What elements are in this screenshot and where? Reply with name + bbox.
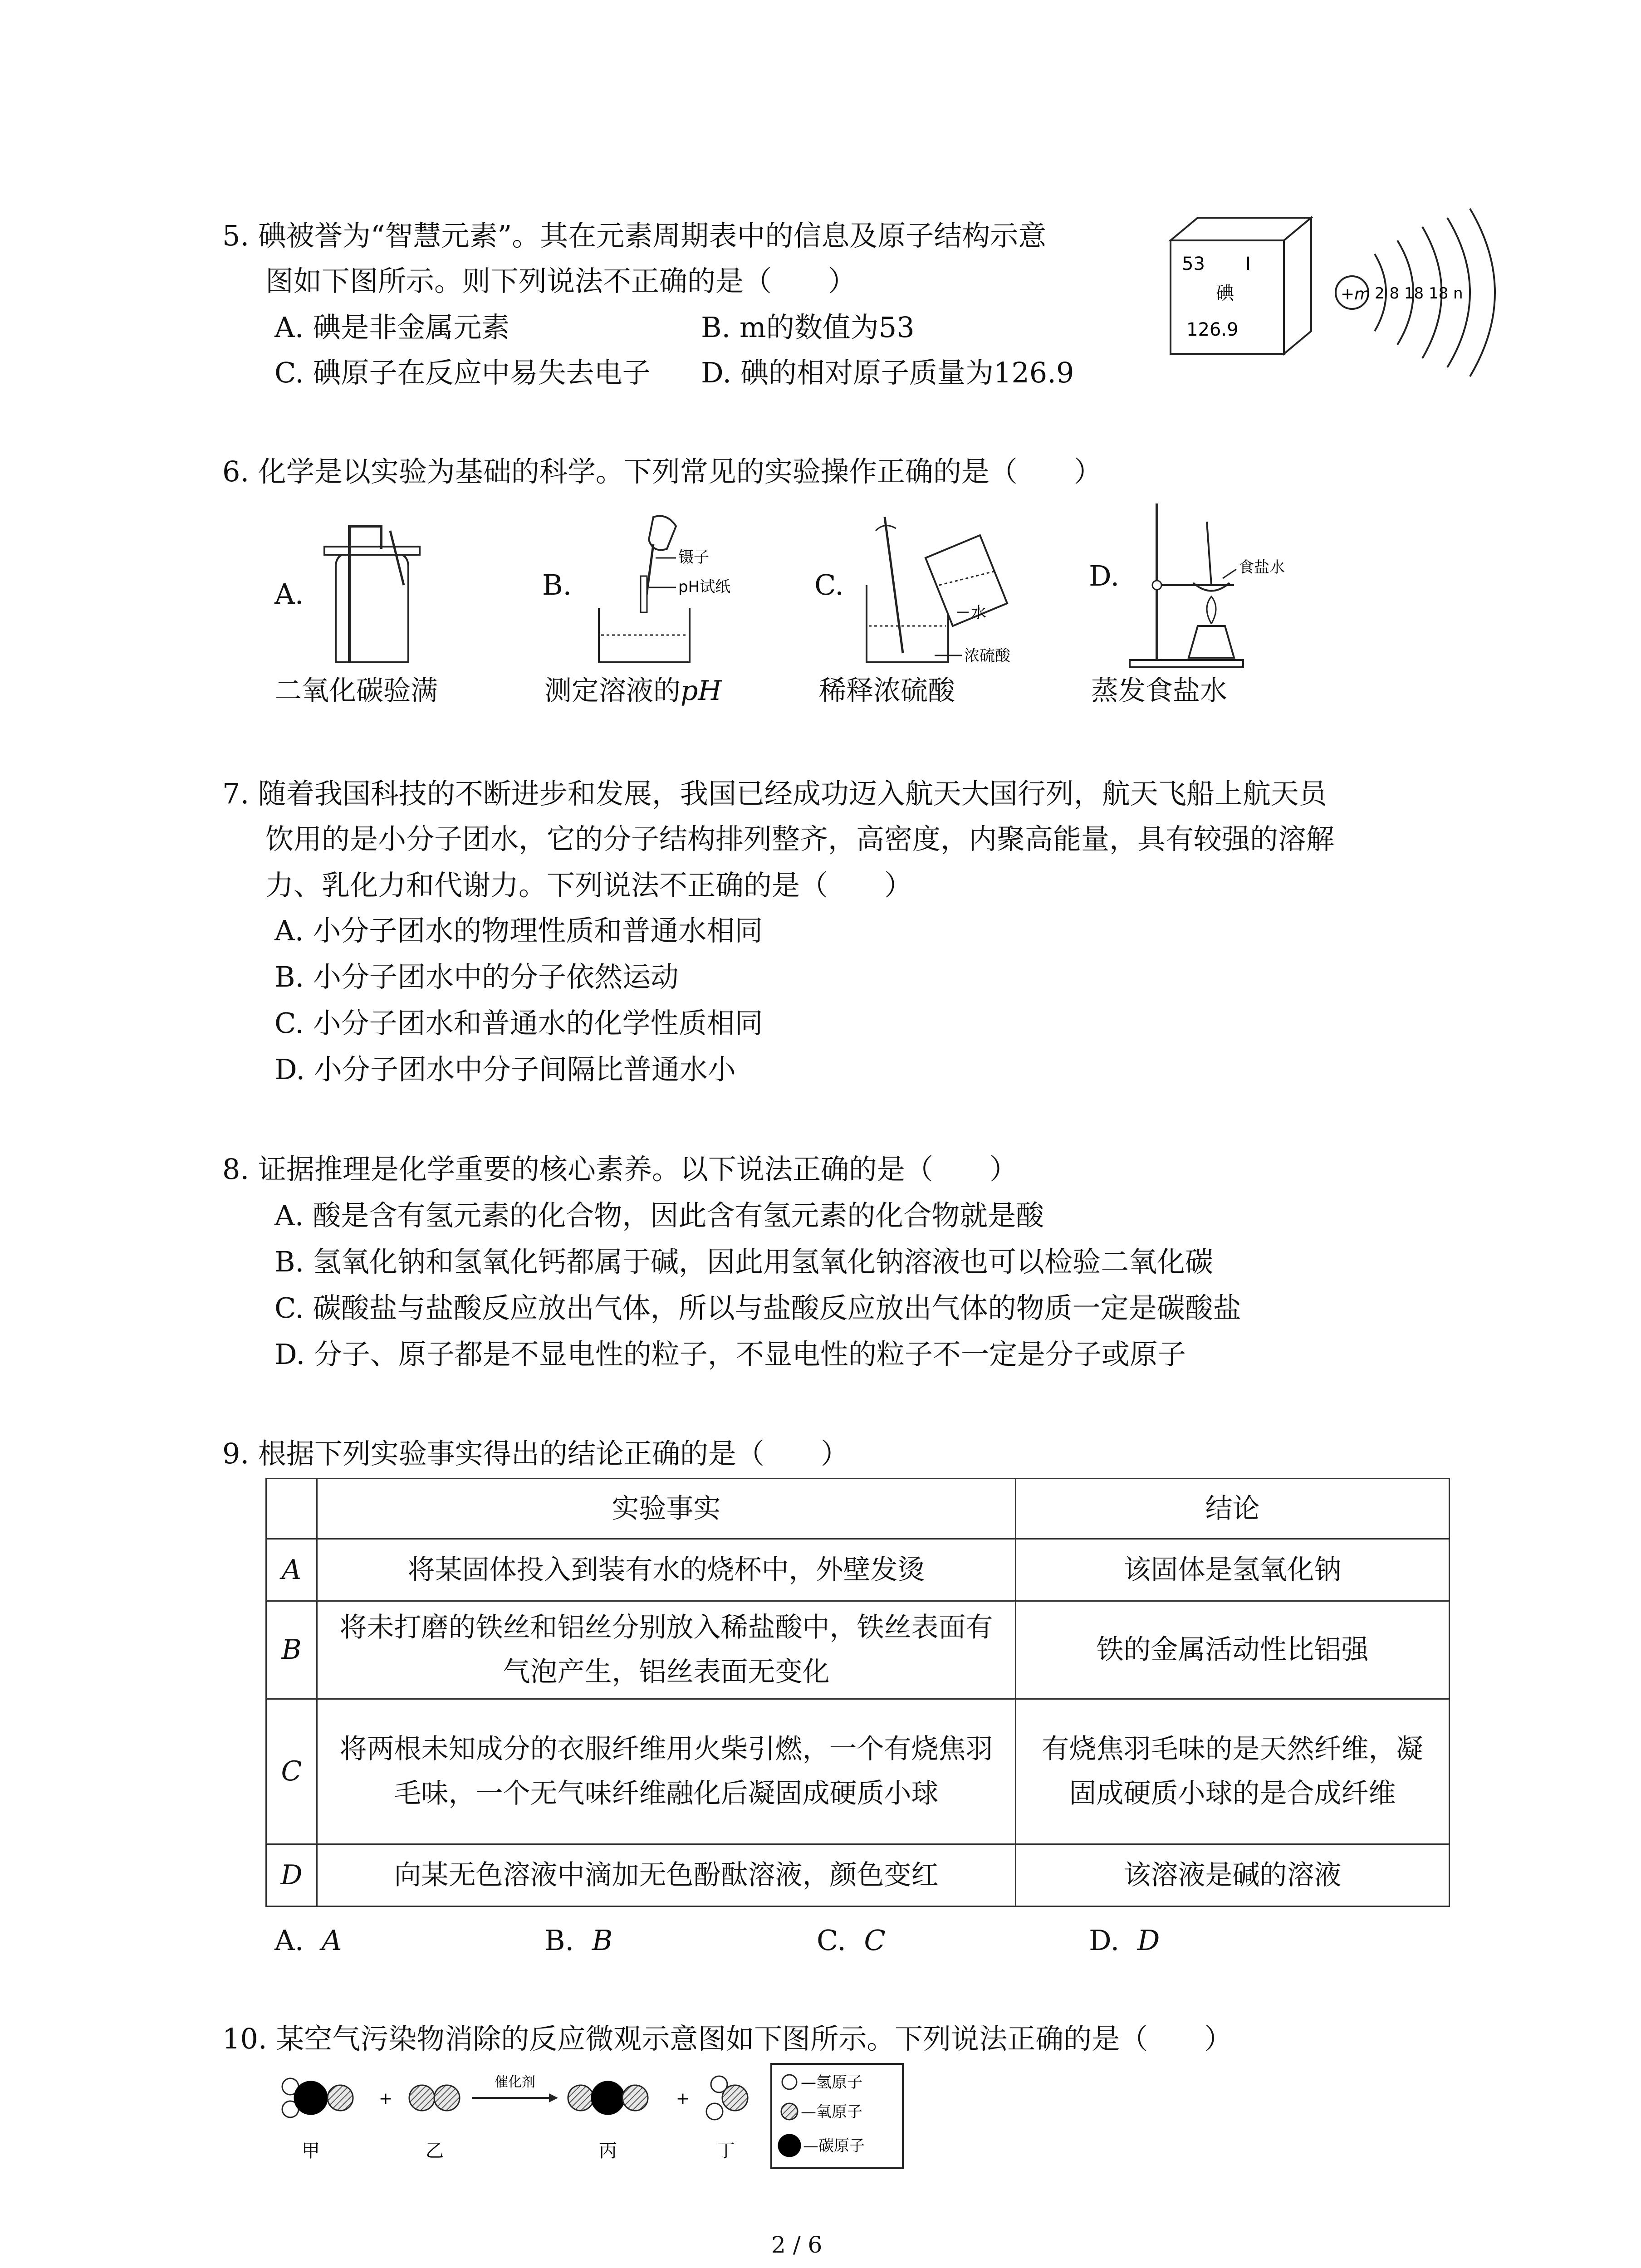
q9-answer-a <box>274 1918 342 1963</box>
acid-label: 浓硫酸 <box>964 647 1010 665</box>
q5-stem-line2: 图如下图所示。则下列说法不正确的是（ ） <box>265 264 857 298</box>
legend-carbon: —碳原子 <box>803 2137 865 2155</box>
table-row <box>266 1699 1450 1844</box>
oxygen-atom <box>622 2085 648 2111</box>
q7-option-d: D. 小分子团水中分子间隔比普通水小 <box>274 1053 736 1086</box>
water-label: 水 <box>971 604 986 622</box>
q6-caption-a: 二氧化碳验满 <box>274 675 438 707</box>
legend-carbon-symbol <box>779 2135 800 2156</box>
stirring-rod-d <box>1207 522 1211 585</box>
row-label: A <box>266 1539 317 1601</box>
row-label: C <box>266 1699 317 1844</box>
q8-option-d: D. 分子、原子都是不显电性的粒子，不显电性的粒子不一定是分子或原子 <box>274 1338 1186 1371</box>
q7-option-c: C. 小分子团水和普通水的化学性质相同 <box>274 1007 763 1040</box>
q10-stem: 10. 某空气污染物消除的反应微观示意图如下图所示。下列说法正确的是（ ） <box>222 2022 1233 2055</box>
burning-stick <box>390 531 404 585</box>
legend-hydrogen-symbol <box>782 2075 797 2089</box>
electron-shell-5 <box>1470 209 1495 376</box>
atomic-number: 53 <box>1182 254 1205 274</box>
table-row <box>266 1539 1450 1601</box>
oxygen-atom <box>409 2085 435 2111</box>
hydrogen-atom <box>706 2103 723 2120</box>
row-conclusion: 该溶液是碱的溶液 <box>1016 1844 1450 1906</box>
q6-stem: 6. 化学是以实验为基础的科学。下列常见的实验操作正确的是（ ） <box>222 455 1102 488</box>
row-label: B <box>266 1601 317 1699</box>
gas-bottle <box>336 553 408 662</box>
label-bing: 丙 <box>599 2141 617 2161</box>
row-fact: 向某无色溶液中滴加无色酚酞溶液，颜色变红 <box>317 1844 1016 1906</box>
oxygen-atom <box>434 2085 460 2111</box>
catalyst-label: 催化剂 <box>495 2074 535 2090</box>
legend-oxygen: —氧原子 <box>801 2103 862 2121</box>
header-fact: 实验事实 <box>317 1479 1016 1539</box>
answer-value: C <box>864 1924 886 1957</box>
element-symbol: I <box>1245 254 1251 274</box>
row-fact: 将某固体投入到装有水的烧杯中，外壁发烫 <box>317 1539 1016 1601</box>
q6-caption-d: 蒸发食盐水 <box>1091 675 1227 707</box>
glass-plate <box>324 547 420 555</box>
ph-paper-label: pH试纸 <box>678 578 731 596</box>
q7-option-a: A. 小分子团水的物理性质和普通水相同 <box>274 914 763 947</box>
answer-letter: A. <box>274 1924 304 1957</box>
ph-paper <box>641 576 647 612</box>
evaporation-figure <box>1125 494 1320 671</box>
plus-sign: + <box>378 2089 393 2108</box>
dilution-figure <box>857 503 1025 676</box>
q5-option-d: D. 碘的相对原子质量为126.9 <box>701 356 1074 389</box>
gas-bottle-figure <box>318 517 422 667</box>
plus-sign: + <box>676 2089 690 2108</box>
alcohol-lamp <box>1189 626 1234 658</box>
table-row <box>266 1844 1450 1906</box>
tweezers-label: 镊子 <box>678 548 709 567</box>
q6-caption-b-ph: pH <box>681 675 722 707</box>
beaker-c <box>867 585 948 662</box>
q6-option-b-letter: B. <box>542 568 572 601</box>
row-fact: 将两根未知成分的衣服纤维用火柴引燃，一个有烧焦羽毛味，一个无气味纤维融化后凝固成硬质小球 <box>317 1699 1016 1844</box>
oxygen-atom <box>722 2085 748 2111</box>
ph-test-figure <box>585 508 740 671</box>
iron-stand-base <box>1130 660 1243 667</box>
flame <box>1207 596 1216 624</box>
q5-option-c: C. 碘原子在反应中易失去电子 <box>274 356 651 389</box>
q9-stem: 9. 根据下列实验事实得出的结论正确的是（ ） <box>222 1437 849 1470</box>
q8-option-b: B. 氢氧化钠和氢氧化钙都属于碱，因此用氢氧化钠溶液也可以检验二氧化碳 <box>274 1245 1213 1278</box>
answer-value: B <box>592 1924 613 1957</box>
element-cube-side <box>1284 218 1311 354</box>
q6-option-c-letter: C. <box>814 568 844 601</box>
q9-answer-d <box>1089 1918 1160 1963</box>
answer-letter: D. <box>1089 1924 1120 1957</box>
q7-stem-line2: 饮用的是小分子团水，它的分子结构排列整齐，高密度，内聚高能量，具有较强的溶解 <box>265 822 1335 855</box>
arrow-head <box>549 2093 558 2102</box>
q9-answer-c <box>817 1918 886 1963</box>
answer-value: D <box>1137 1924 1160 1957</box>
answer-letter: C. <box>817 1924 846 1957</box>
q7-stem-line1: 7. 随着我国科技的不断进步和发展，我国已经成功迈入航天大国行列，航天飞船上航天员 <box>222 777 1327 810</box>
row-conclusion: 该固体是氢氧化钠 <box>1016 1539 1450 1601</box>
row-conclusion: 有烧焦羽毛味的是天然纤维，凝固成硬质小球的是合成纤维 <box>1016 1699 1450 1844</box>
carbon-atom <box>592 2082 624 2114</box>
carbon-atom <box>294 2082 327 2114</box>
q8-option-a: A. 酸是含有氢元素的化合物，因此含有氢元素的化合物就是酸 <box>274 1199 1044 1232</box>
q7-option-b: B. 小分子团水中的分子依然运动 <box>274 960 679 993</box>
nucleus-charge: +m <box>1341 285 1371 303</box>
atomic-mass: 126.9 <box>1186 319 1239 340</box>
q6-caption-b <box>544 669 722 708</box>
q8-stem: 8. 证据推理是化学重要的核心素养。以下说法正确的是（ ） <box>222 1153 1018 1186</box>
q9-table <box>265 1478 1450 1907</box>
salt-water-label: 食盐水 <box>1239 558 1285 577</box>
answer-letter: B. <box>544 1924 574 1957</box>
iodine-figure <box>1161 200 1506 395</box>
table-header-row <box>266 1479 1450 1539</box>
clamp <box>1152 581 1161 590</box>
label-line-salt <box>1223 569 1236 578</box>
label-jia: 甲 <box>302 2141 320 2161</box>
answer-value: A <box>321 1924 342 1957</box>
q9-answer-b <box>544 1918 612 1963</box>
reaction-diagram <box>272 2059 907 2177</box>
row-conclusion: 铁的金属活动性比铝强 <box>1016 1601 1450 1699</box>
q7-stem-line3: 力、乳化力和代谢力。下列说法不正确的是（ ） <box>265 869 913 902</box>
q6-option-d-letter: D. <box>1089 559 1120 592</box>
q5-option-b: B. m的数值为53 <box>701 311 915 344</box>
oxygen-atom <box>568 2085 593 2111</box>
q5-stem-line1: 5. 碘被誉为“智慧元素”。其在元素周期表中的信息及原子结构示意 <box>222 219 1047 252</box>
legend-hydrogen: —氢原子 <box>801 2073 862 2092</box>
element-name: 碘 <box>1216 283 1234 304</box>
header-empty-cell <box>266 1479 317 1539</box>
label-yi: 乙 <box>426 2141 444 2161</box>
q6-caption-b-text: 测定溶液的 <box>544 675 681 707</box>
legend-oxygen-symbol <box>781 2103 798 2120</box>
page-number: 2 / 6 <box>771 2232 823 2258</box>
electron-configuration: 2 8 18 18 n <box>1375 284 1463 303</box>
q5-option-a: A. 碘是非金属元素 <box>274 311 510 344</box>
q6-option-a-letter: A. <box>274 577 304 611</box>
glass-rod <box>885 517 903 653</box>
row-fact: 将未打磨的铁丝和铝丝分别放入稀盐酸中，铁丝表面有气泡产生，铝丝表面无变化 <box>317 1601 1016 1699</box>
q6-caption-c: 稀释浓硫酸 <box>819 675 955 707</box>
header-conclusion: 结论 <box>1016 1479 1450 1539</box>
label-ding: 丁 <box>717 2141 735 2161</box>
oxygen-atom <box>328 2085 353 2111</box>
table-row <box>266 1601 1450 1699</box>
row-label: D <box>266 1844 317 1906</box>
q8-option-c: C. 碳酸盐与盐酸反应放出气体，所以与盐酸反应放出气体的物质一定是碳酸盐 <box>274 1291 1241 1325</box>
